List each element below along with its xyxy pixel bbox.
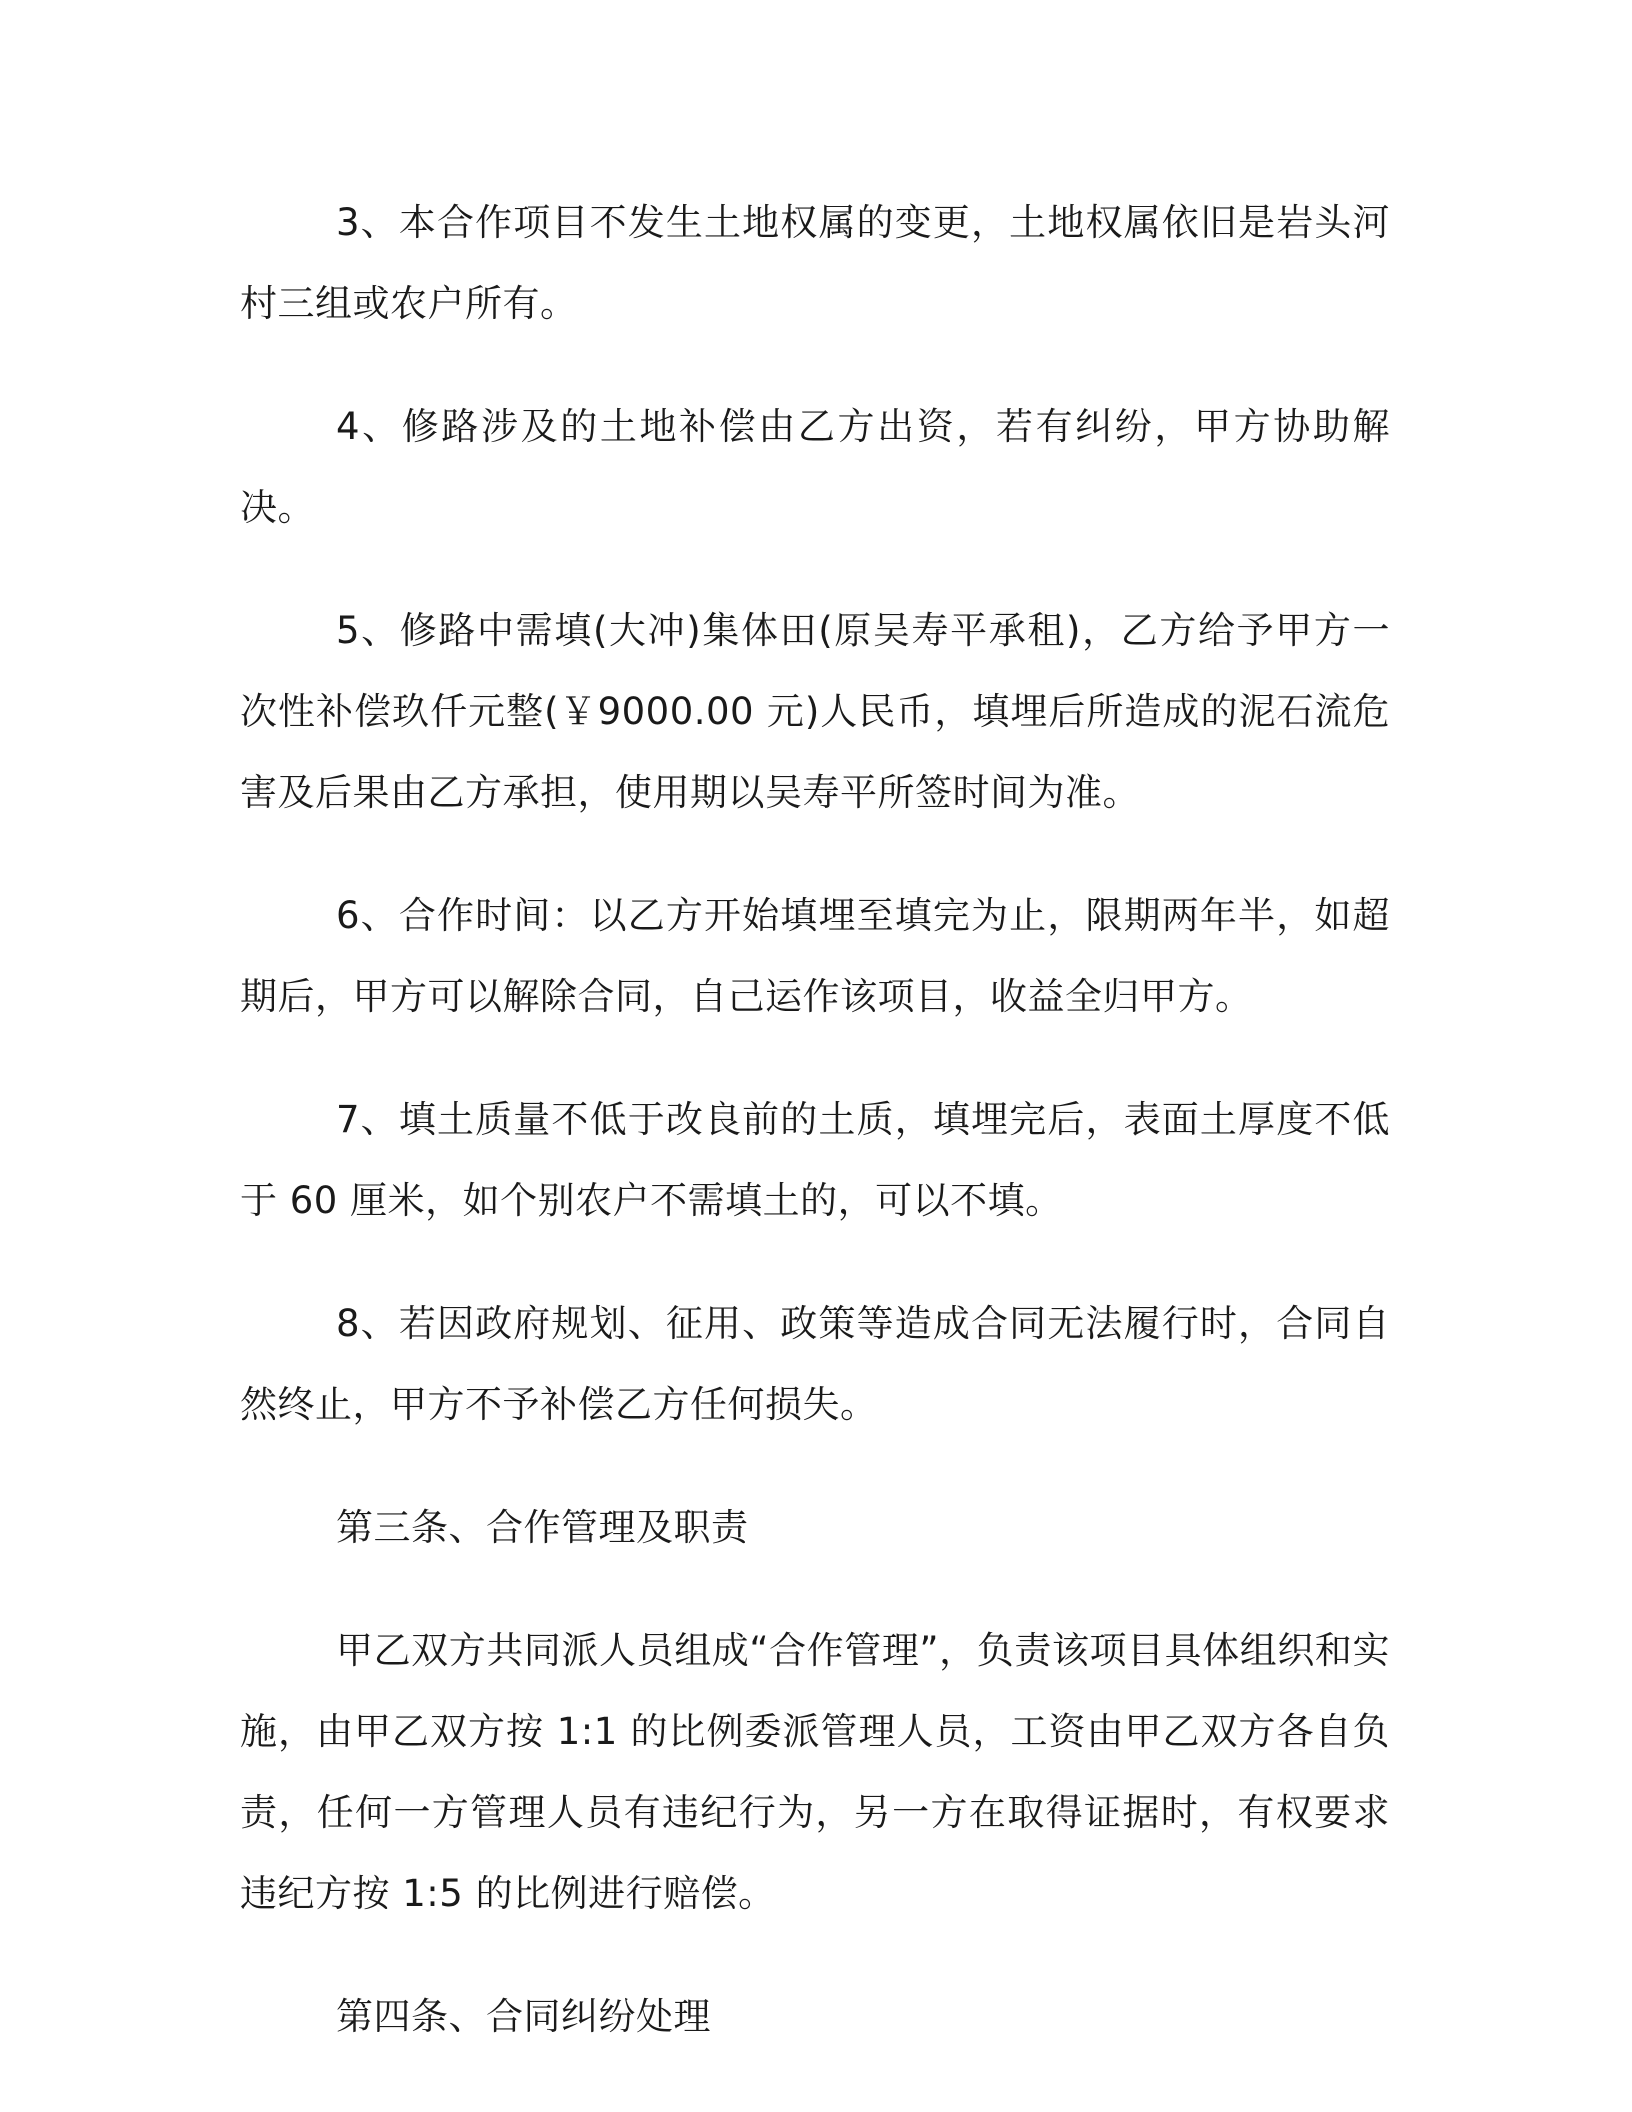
clause-5: 5、修路中需填(大冲)集体田(原吴寿平承租)，乙方给予甲方一次性补偿玖仟元整(￥9000.00 元)人民币，填埋后所造成的泥石流危害及后果由乙方承担，使用期以吴寿平所签时间为准。 bbox=[240, 609, 1390, 814]
clause-6: 6、合作时间：以乙方开始填埋至填完为止，限期两年半，如超期后，甲方可以解除合同，自己运作该项目，收益全归甲方。 bbox=[240, 894, 1390, 1018]
section-3-heading: 第三条、合作管理及职责 bbox=[336, 1506, 749, 1549]
clause-4: 4、修路涉及的土地补偿由乙方出资，若有纠纷，甲方协助解决。 bbox=[240, 405, 1390, 529]
document-page bbox=[240, 182, 1390, 2099]
clause-7: 7、填土质量不低于改良前的土质，填埋完后，表面土厚度不低于 60 厘米，如个别农户不需填土的，可以不填。 bbox=[240, 1098, 1390, 1222]
clause-3: 3、本合作项目不发生土地权属的变更，土地权属依旧是岩头河村三组或农户所有。 bbox=[240, 201, 1390, 325]
section-3-body: 甲乙双方共同派人员组成“合作管理”，负责该项目具体组织和实施，由甲乙双方按 1:1 的比例委派管理人员，工资由甲乙双方各自负责，任何一方管理人员有违纪行为，另一方在取得证据时，有权要求违纪方按 1:5 的比例进行赔偿。 bbox=[240, 1629, 1390, 1915]
clause-8: 8、若因政府规划、征用、政策等造成合同无法履行时，合同自然终止，甲方不予补偿乙方任何损失。 bbox=[240, 1302, 1390, 1426]
section-4-heading: 第四条、合同纠纷处理 bbox=[336, 1995, 711, 2038]
